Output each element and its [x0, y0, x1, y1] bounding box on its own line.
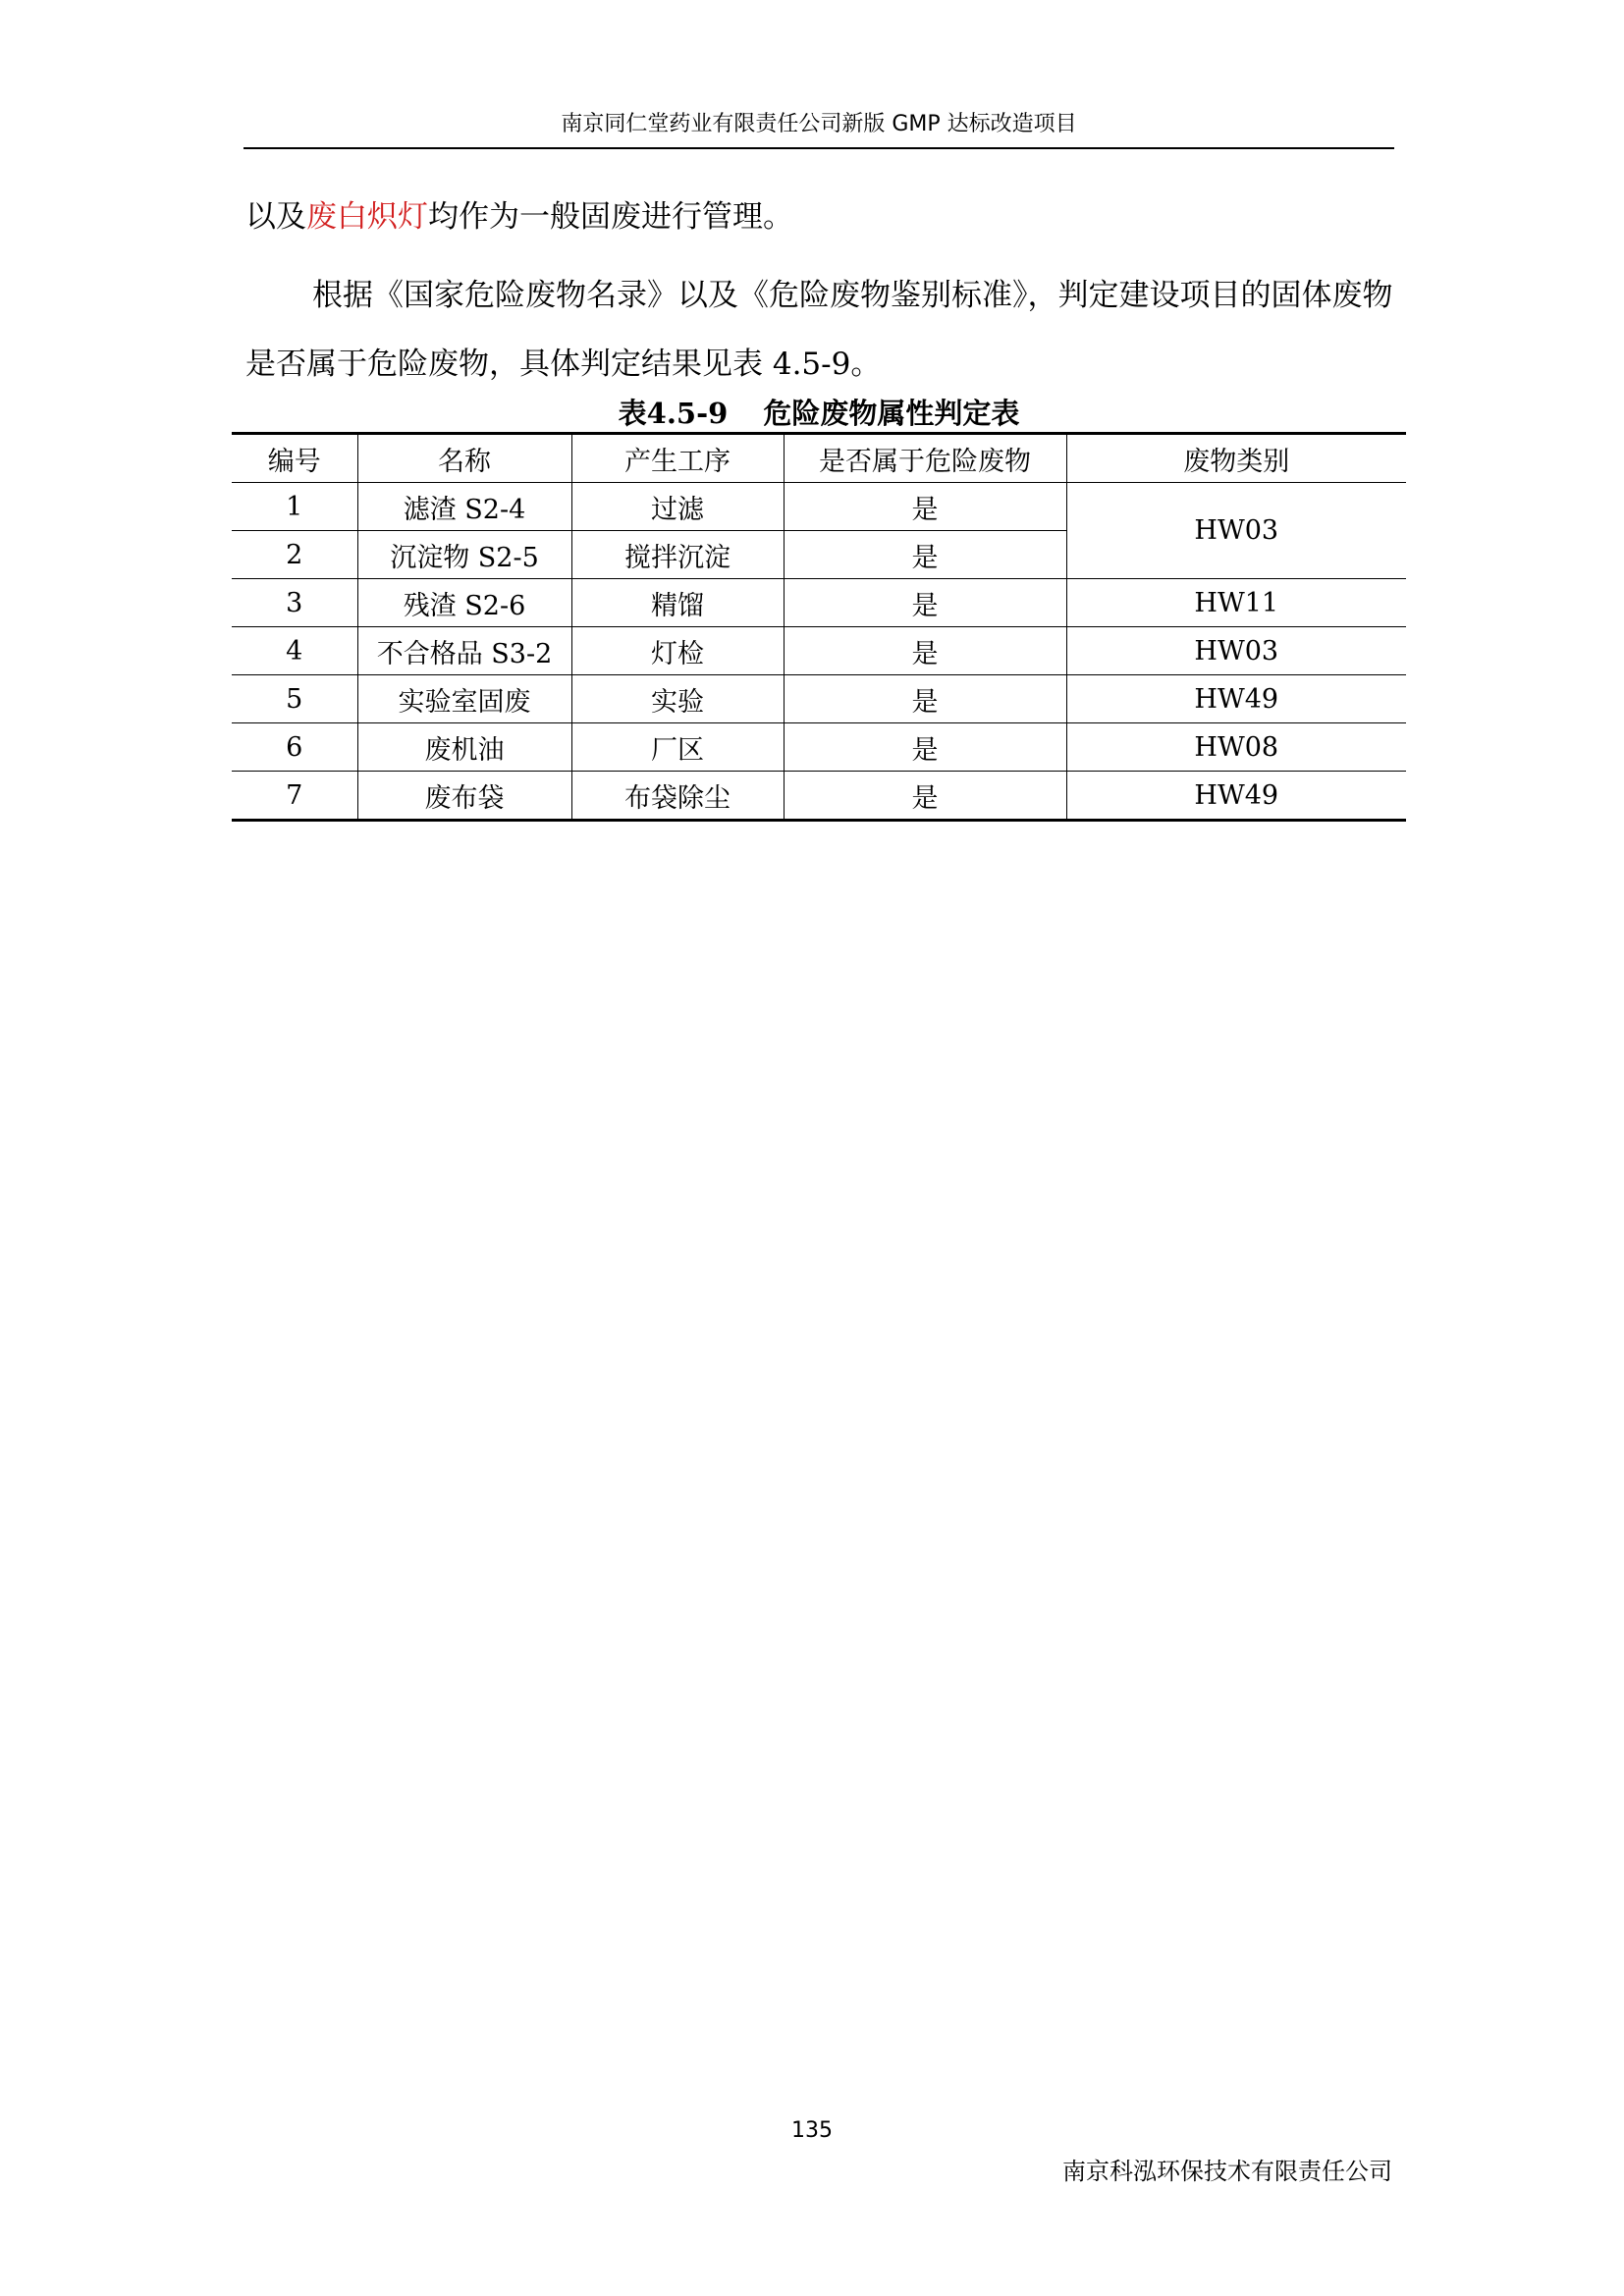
cell-no: 5 — [232, 675, 357, 723]
cell-name: 残渣 S2-6 — [357, 579, 571, 627]
cell-category: HW08 — [1066, 723, 1406, 772]
table-row — [232, 579, 1406, 627]
table-header-row — [232, 434, 1406, 483]
page-header: 南京同仁堂药业有限责任公司新版 GMP 达标改造项目 — [244, 110, 1394, 149]
header-category: 废物类别 — [1066, 434, 1406, 483]
cell-name: 沉淀物 S2-5 — [357, 531, 571, 579]
cell-name: 滤渣 S2-4 — [357, 483, 571, 531]
cell-no: 1 — [232, 483, 357, 531]
table-caption — [232, 391, 1406, 436]
cell-category: HW11 — [1066, 579, 1406, 627]
highlighted-term: 废白炽灯 — [306, 199, 428, 235]
cell-hazardous: 是 — [784, 675, 1066, 723]
page-number: 135 — [791, 2118, 833, 2143]
cell-process: 布袋除尘 — [571, 772, 784, 821]
cell-category-merged: HW03 — [1066, 483, 1406, 579]
cell-process: 精馏 — [571, 579, 784, 627]
cell-category: HW49 — [1066, 772, 1406, 821]
cell-no: 3 — [232, 579, 357, 627]
cell-name: 废机油 — [357, 723, 571, 772]
cell-category: HW49 — [1066, 675, 1406, 723]
table-row — [232, 772, 1406, 821]
paragraph-1-prefix: 以及 — [245, 199, 306, 235]
hazardous-waste-table — [232, 432, 1406, 822]
cell-process: 过滤 — [571, 483, 784, 531]
cell-process: 厂区 — [571, 723, 784, 772]
paragraph-1-suffix: 均作为一般固废进行管理。 — [428, 199, 793, 235]
table-row — [232, 675, 1406, 723]
cell-process: 灯检 — [571, 627, 784, 675]
cell-no: 6 — [232, 723, 357, 772]
cell-no: 4 — [232, 627, 357, 675]
table-caption-title: 危险废物属性判定表 — [763, 397, 1020, 430]
cell-process: 搅拌沉淀 — [571, 531, 784, 579]
header-hazardous: 是否属于危险废物 — [784, 434, 1066, 483]
table-row — [232, 627, 1406, 675]
cell-category: HW03 — [1066, 627, 1406, 675]
table-caption-number: 表4.5-9 — [618, 397, 729, 430]
footer-company: 南京科泓环保技术有限责任公司 — [1062, 2158, 1392, 2185]
cell-hazardous: 是 — [784, 723, 1066, 772]
cell-hazardous: 是 — [784, 483, 1066, 531]
cell-hazardous: 是 — [784, 579, 1066, 627]
cell-no: 2 — [232, 531, 357, 579]
cell-hazardous: 是 — [784, 531, 1066, 579]
paragraph-2: 根据《国家危险废物名录》以及《危险废物鉴别标准》，判定建设项目的固体废物是否属于危险废物，具体判定结果见表 4.5-9。 — [245, 278, 1393, 382]
cell-process: 实验 — [571, 675, 784, 723]
cell-name: 不合格品 S3-2 — [357, 627, 571, 675]
header-process: 产生工序 — [571, 434, 784, 483]
cell-no: 7 — [232, 772, 357, 821]
cell-hazardous: 是 — [784, 627, 1066, 675]
cell-hazardous: 是 — [784, 772, 1066, 821]
table-row — [232, 483, 1406, 531]
table-row — [232, 723, 1406, 772]
cell-name: 实验室固废 — [357, 675, 571, 723]
header-name: 名称 — [357, 434, 571, 483]
paragraph-1 — [245, 194, 1394, 240]
header-no: 编号 — [232, 434, 357, 483]
cell-name: 废布袋 — [357, 772, 571, 821]
